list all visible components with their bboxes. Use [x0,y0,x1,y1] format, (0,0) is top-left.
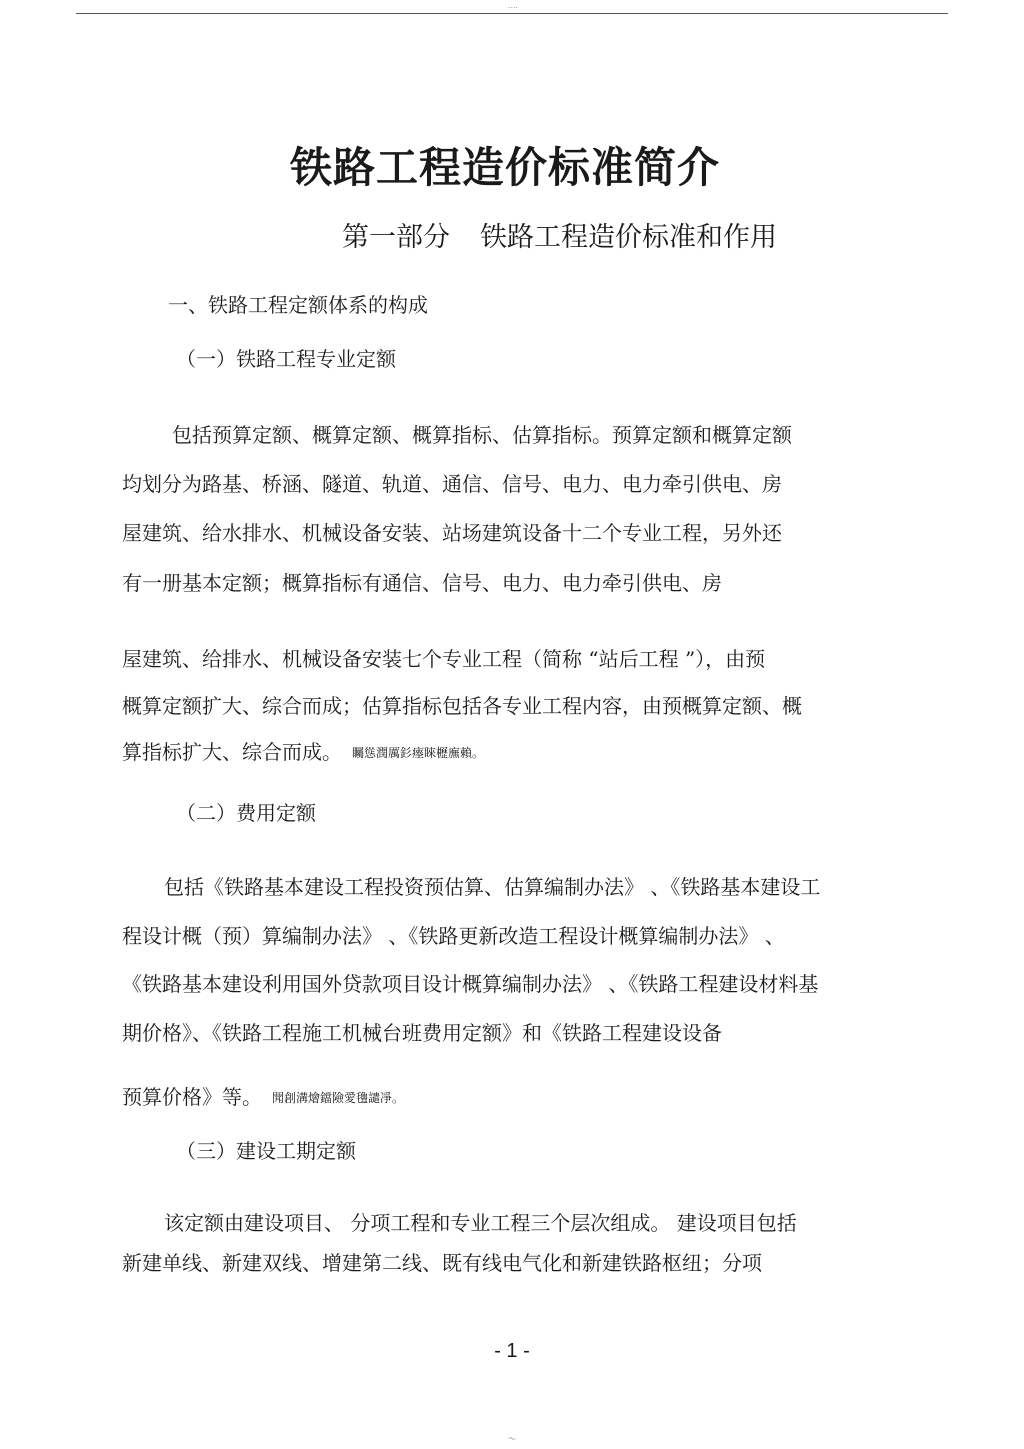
paragraph-line: 期价格》、《铁路工程施工机械台班费用定额》和《铁路工程建设设备 [122,1021,722,1045]
part-label: 第一部分 [342,222,450,253]
subsection-heading-2: （二）费用定额 [176,801,316,825]
part-title [342,218,777,258]
paragraph-line: 包括《铁路基本建设工程投资预估算、估算编制办法》 、《铁路基本建设工 [164,875,821,899]
header-mark: .... [507,1,519,10]
paragraph-text: 预算价格》等。 [122,1085,262,1109]
paragraph-line: 该定额由建设项目、 分项工程和专业工程三个层次组成。 建设项目包括 [164,1211,797,1235]
page-number: - 1 - [494,1340,530,1362]
paragraph-line: 概算定额扩大、综合而成；估算指标包括各专业工程内容，由预概算定额、概 [122,694,802,718]
paragraph-line: 《铁路基本建设利用国外贷款项目设计概算编制办法》 、《铁路工程建设材料基 [122,972,819,996]
garbled-note: 矚慫潤厲釤瘞睞櫪廡賴。 [352,746,485,760]
paragraph-line: 屋建筑、给水排水、机械设备安装、站场建筑设备十二个专业工程，另外还 [122,521,782,545]
footer-mark: ～ [507,1435,517,1445]
paragraph-line: 程设计概（预）算编制办法》 、《铁路更新改造工程设计概算编制办法》 、 [122,924,785,948]
paragraph-line: 有一册基本定额；概算指标有通信、信号、电力、电力牵引供电、房 [122,571,722,595]
document-title: 铁路工程造价标准简介 [290,143,721,192]
garbled-note: 聞創溝燴鐺險愛氌譴凈。 [272,1091,405,1105]
section-heading: 一、铁路工程定额体系的构成 [168,293,428,317]
paragraph-line: 屋建筑、给排水、机械设备安装七个专业工程（简称 “站后工程 ”），由预 [122,647,766,671]
paragraph-line [122,735,484,770]
paragraph-line [122,1080,404,1115]
part-name: 铁路工程造价标准和作用 [480,222,777,253]
header-rule [76,13,948,14]
paragraph-line: 新建单线、新建双线、增建第二线、既有线电气化和新建铁路枢纽；分项 [122,1251,762,1275]
subsection-heading-1: （一）铁路工程专业定额 [176,347,396,371]
subsection-heading-3: （三）建设工期定额 [176,1139,356,1163]
paragraph-text: 算指标扩大、综合而成。 [122,740,342,764]
paragraph-line: 均划分为路基、桥涵、隧道、轨道、通信、信号、电力、电力牵引供电、房 [122,472,782,496]
paragraph-line: 包括预算定额、概算定额、概算指标、估算指标。预算定额和概算定额 [172,423,792,447]
